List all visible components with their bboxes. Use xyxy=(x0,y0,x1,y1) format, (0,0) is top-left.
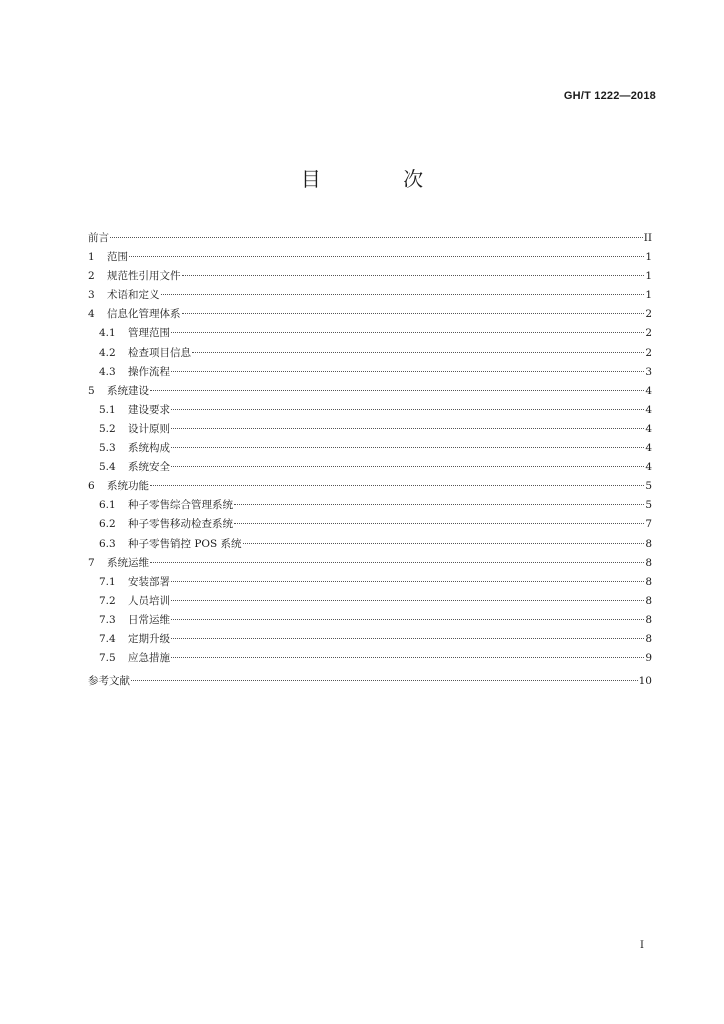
toc-entry-page: 4 xyxy=(645,461,652,474)
dot-leader xyxy=(192,351,644,353)
toc-entry-page: 8 xyxy=(645,613,652,626)
toc-entry-number: 5.2 xyxy=(99,422,116,435)
dot-leader xyxy=(171,465,644,467)
toc-entry[interactable] xyxy=(88,496,652,515)
toc-entry-label: 参考文献 xyxy=(88,675,130,688)
toc-entry-label: 日常运维 xyxy=(128,613,170,626)
toc-entry-page: 4 xyxy=(645,403,652,416)
toc-entry-page: 5 xyxy=(645,480,652,493)
toc-entry-label: 设计原则 xyxy=(128,422,170,435)
toc-entry[interactable] xyxy=(88,630,652,649)
toc-entry-page: 8 xyxy=(645,575,652,588)
dot-leader xyxy=(171,656,644,658)
toc-entry[interactable] xyxy=(88,672,652,691)
dot-leader xyxy=(171,580,644,582)
toc-entry-label: 系统功能 xyxy=(107,480,149,493)
toc-entry-label: 检查项目信息 xyxy=(128,346,191,359)
dot-leader xyxy=(182,274,645,276)
toc-entry-page: 4 xyxy=(645,442,652,455)
toc-entry[interactable] xyxy=(88,324,652,343)
toc-entry-number: 1 xyxy=(88,251,95,264)
dot-leader xyxy=(171,427,644,429)
dot-leader xyxy=(161,293,645,295)
toc-entry-number: 5.4 xyxy=(99,461,116,474)
dot-leader xyxy=(182,312,645,314)
toc-entry[interactable] xyxy=(88,401,652,420)
toc-entry-page: 8 xyxy=(645,556,652,569)
page-title: 目 次 xyxy=(300,167,462,191)
toc-entry-number: 7.3 xyxy=(99,613,116,626)
toc-entry-number: 5 xyxy=(88,384,95,397)
toc-entry-number: 6 xyxy=(88,480,95,493)
dot-leader xyxy=(131,679,638,681)
toc-entry-label: 系统安全 xyxy=(128,461,170,474)
toc-entry-label: 前言 xyxy=(88,232,109,244)
toc-entry-page: 5 xyxy=(645,499,652,512)
toc-entry-label: 定期升级 xyxy=(128,632,170,645)
toc-entry[interactable] xyxy=(88,554,652,573)
dot-leader xyxy=(234,522,644,524)
toc-entry-page: 2 xyxy=(645,308,652,321)
toc-entry[interactable] xyxy=(88,477,652,496)
toc-entry-label: 应急措施 xyxy=(128,652,170,665)
toc-entry[interactable] xyxy=(88,573,652,592)
toc-entry-label: 种子零售移动检查系统 xyxy=(128,518,233,531)
toc-entry-page: 1 xyxy=(645,270,652,283)
toc-entry-label: 范围 xyxy=(107,251,128,264)
toc-entry-label: 系统运维 xyxy=(107,556,149,569)
toc-entry-number: 7.4 xyxy=(99,632,116,645)
dot-leader xyxy=(171,637,644,639)
toc-entry[interactable] xyxy=(88,439,652,458)
toc-entry-number: 7.1 xyxy=(99,575,116,588)
page-number: I xyxy=(640,940,644,951)
toc-entry-page: 9 xyxy=(645,652,652,665)
toc-entry-page: 4 xyxy=(645,384,652,397)
toc-entry[interactable] xyxy=(88,229,652,248)
dot-leader xyxy=(171,618,644,620)
toc-entry-page: 4 xyxy=(645,422,652,435)
toc-entry[interactable] xyxy=(88,611,652,630)
dot-leader xyxy=(171,331,644,333)
toc-entry-page: 2 xyxy=(645,346,652,359)
dot-leader xyxy=(171,370,644,372)
toc-entry-number: 4 xyxy=(88,308,95,321)
dot-leader xyxy=(150,484,644,486)
toc-entry-page: 8 xyxy=(645,594,652,607)
toc-entry-number: 6.3 xyxy=(99,537,116,550)
toc-entry-label: 规范性引用文件 xyxy=(107,270,181,283)
toc-entry[interactable] xyxy=(88,420,652,439)
toc-entry-page: 8 xyxy=(645,537,652,550)
toc-entry-page: II xyxy=(643,232,652,244)
toc-entry-label: 系统构成 xyxy=(128,442,170,455)
toc-entry-page: 8 xyxy=(645,632,652,645)
toc-entry-number: 3 xyxy=(88,289,95,302)
toc-entry[interactable] xyxy=(88,535,652,554)
toc-entry-number: 2 xyxy=(88,270,95,283)
toc-entry-label: 信息化管理体系 xyxy=(107,308,181,321)
dot-leader xyxy=(171,599,644,601)
dot-leader xyxy=(129,255,644,257)
toc-entry-label: 操作流程 xyxy=(128,365,170,378)
toc-entry-page: 1 xyxy=(645,289,652,302)
dot-leader xyxy=(234,503,644,505)
dot-leader xyxy=(243,542,645,544)
toc-entry-label: 种子零售销控 POS 系统 xyxy=(128,537,242,550)
toc-entry-label: 管理范围 xyxy=(128,327,170,340)
toc-entry-page: 10 xyxy=(638,675,652,688)
toc-entry-page: 2 xyxy=(645,327,652,340)
toc-entry-number: 4.1 xyxy=(99,327,116,340)
toc-entry-number: 5.1 xyxy=(99,403,116,416)
toc-entry[interactable] xyxy=(88,344,652,363)
toc-entry-number: 4.2 xyxy=(99,346,116,359)
toc-entry-label: 种子零售综合管理系统 xyxy=(128,499,233,512)
dot-leader xyxy=(110,236,643,238)
dot-leader xyxy=(171,446,644,448)
toc-entry-label: 系统建设 xyxy=(107,384,149,397)
toc-entry[interactable] xyxy=(88,363,652,382)
toc-entry[interactable] xyxy=(88,458,652,477)
toc-entry-number: 6.1 xyxy=(99,499,116,512)
toc-entry-number: 7.2 xyxy=(99,594,116,607)
toc-entry[interactable] xyxy=(88,649,652,668)
toc-entry-page: 7 xyxy=(645,518,652,531)
toc-entry-number: 7 xyxy=(88,556,95,569)
table-of-contents xyxy=(88,229,652,691)
dot-leader xyxy=(150,389,644,391)
toc-entry-number: 4.3 xyxy=(99,365,116,378)
toc-entry[interactable] xyxy=(88,515,652,534)
toc-entry-number: 5.3 xyxy=(99,442,116,455)
dot-leader xyxy=(171,408,644,410)
toc-entry-page: 3 xyxy=(645,365,652,378)
toc-entry-label: 术语和定义 xyxy=(107,289,160,302)
toc-entry-label: 安装部署 xyxy=(128,575,170,588)
toc-entry[interactable] xyxy=(88,248,652,267)
toc-entry-number: 6.2 xyxy=(99,518,116,531)
standard-code: GH/T 1222—2018 xyxy=(563,90,656,102)
toc-entry[interactable] xyxy=(88,305,652,324)
toc-entry-number: 7.5 xyxy=(99,652,116,665)
toc-entry[interactable] xyxy=(88,592,652,611)
toc-entry[interactable] xyxy=(88,267,652,286)
toc-entry[interactable] xyxy=(88,286,652,305)
toc-entry-page: 1 xyxy=(645,251,652,264)
toc-entry-label: 人员培训 xyxy=(128,594,170,607)
toc-entry-label: 建设要求 xyxy=(128,403,170,416)
dot-leader xyxy=(150,561,644,563)
toc-entry[interactable] xyxy=(88,382,652,401)
